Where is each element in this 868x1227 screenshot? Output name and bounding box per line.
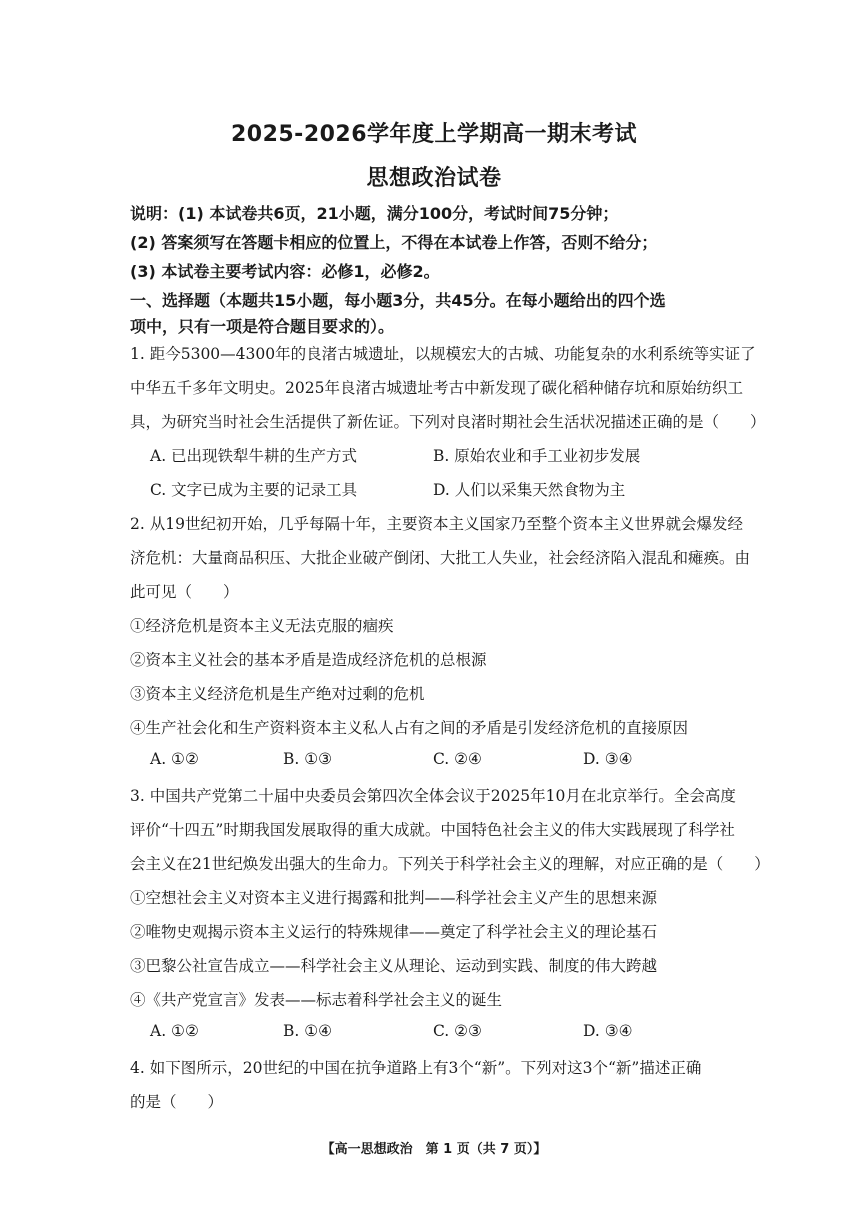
q3-item-1: ①空想社会主义对资本主义进行揭露和批判——科学社会主义产生的思想来源 [130, 889, 658, 907]
section-heading-line-2: 项中，只有一项是符合题目要求的）。 [130, 317, 395, 336]
section-heading-line-1: 一、选择题（本题共15小题，每小题3分，共45分。在每小题给出的四个选 [130, 291, 666, 310]
instructions-line-2: (2) 答案须写在答题卡相应的位置上，不得在本试卷上作答，否则不给分； [130, 233, 658, 252]
q3-item-4: ④《共产党宣言》发表——标志着科学社会主义的诞生 [130, 991, 503, 1009]
q1-option-d: D. 人们以采集天然食物为主 [433, 481, 626, 499]
exam-subtitle: 思想政治试卷 [366, 166, 502, 191]
q3-stem-line-1: 3. 中国共产党第二十届中央委员会第四次全体会议于2025年10月在北京举行。全会高度 [130, 787, 736, 805]
q3-option-b: B. ①④ [283, 1022, 333, 1040]
q1-stem-line-2: 中华五千多年文明史。2025年良渚古城遗址考古中新发现了碳化稻种储存坑和原始纺织工 [130, 379, 743, 397]
q3-stem-line-3: 会主义在21世纪焕发出强大的生命力。下列关于科学社会主义的理解，对应正确的是（ ） [130, 855, 770, 873]
q3-option-c: C. ②③ [433, 1022, 482, 1040]
q4-stem-line-2: 的是（ ） [130, 1093, 224, 1111]
q2-option-b: B. ①③ [283, 750, 333, 768]
q3-option-a: A. ①② [150, 1022, 199, 1040]
instructions-line-3: (3) 本试卷主要考试内容：必修1，必修2。 [130, 262, 440, 281]
q3-item-2: ②唯物史观揭示资本主义运行的特殊规律——奠定了科学社会主义的理论基石 [130, 923, 658, 941]
q2-option-a: A. ①② [150, 750, 199, 768]
q1-stem-line-1: 1. 距今5300—4300年的良渚古城遗址，以规模宏大的古城、功能复杂的水利系统等实证了 [130, 345, 756, 363]
q1-option-a: A. 已出现铁犁牛耕的生产方式 [150, 447, 358, 465]
q4-stem-line-1: 4. 如下图所示，20世纪的中国在抗争道路上有3个“新”。下列对这3个“新”描述正确 [130, 1059, 702, 1077]
exam-title: 2025-2026学年度上学期高一期末考试 [230, 122, 638, 147]
q2-option-d: D. ③④ [583, 750, 633, 768]
q1-option-b: B. 原始农业和手工业初步发展 [433, 447, 641, 465]
q2-item-2: ②资本主义社会的基本矛盾是造成经济危机的总根源 [130, 651, 487, 669]
q3-option-d: D. ③④ [583, 1022, 633, 1040]
q2-item-3: ③资本主义经济危机是生产绝对过剩的危机 [130, 685, 425, 703]
q2-stem-line-3: 此可见（ ） [130, 583, 239, 601]
page-footer: 【高一思想政治 第 1 页（共 7 页）】 [321, 1142, 547, 1157]
q1-option-c: C. 文字已成为主要的记录工具 [150, 481, 358, 499]
q2-item-1: ①经济危机是资本主义无法克服的痼疾 [130, 617, 394, 635]
q2-item-4: ④生产社会化和生产资料资本主义私人占有之间的矛盾是引发经济危机的直接原因 [130, 719, 689, 737]
q2-stem-line-2: 济危机：大量商品积压、大批企业破产倒闭、大批工人失业，社会经济陷入混乱和瘫痪。由 [130, 549, 751, 567]
instructions-line-1: 说明：(1) 本试卷共6页，21小题，满分100分，考试时间75分钟； [130, 204, 619, 223]
q3-item-3: ③巴黎公社宣告成立——科学社会主义从理论、运动到实践、制度的伟大跨越 [130, 957, 658, 975]
q2-option-c: C. ②④ [433, 750, 482, 768]
q2-stem-line-1: 2. 从19世纪初开始，几乎每隔十年，主要资本主义国家乃至整个资本主义世界就会爆发经 [130, 515, 743, 533]
q1-stem-line-3: 具，为研究当时社会生活提供了新佐证。下列对良渚时期社会生活状况描述正确的是（ ） [130, 413, 766, 431]
q3-stem-line-2: 评价“十四五”时期我国发展取得的重大成就。中国特色社会主义的伟大实践展现了科学社 [130, 821, 735, 839]
